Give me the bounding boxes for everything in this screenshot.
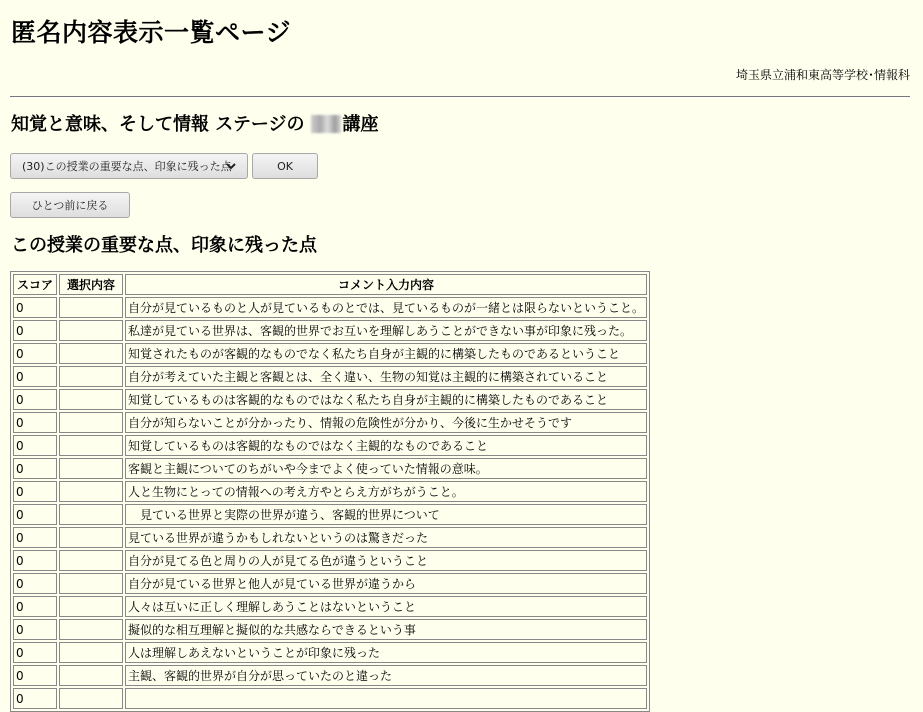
cell-score: 0 [13,665,57,686]
cell-comment: 自分が知らないことが分かったり、情報の危険性が分かり、今後に生かせそうです [125,412,647,433]
cell-comment: 主観、客観的世界が自分が思っていたのと違った [125,665,647,686]
section-title: この授業の重要な点、印象に残った点 [11,235,317,256]
table-row [13,527,647,548]
cell-score: 0 [13,596,57,617]
table-row [13,665,647,686]
table-row [13,619,647,640]
table-row [13,573,647,594]
school-name: 埼玉県立浦和東高等学校･情報科 [735,68,910,82]
cell-selection [59,550,123,571]
cell-score: 0 [13,389,57,410]
table-row [13,297,647,318]
cell-score: 0 [13,435,57,456]
course-title-prefix: 知覚と意味、そして情報 ステージの [11,114,305,135]
table-row [13,550,647,571]
table-row [13,366,647,387]
cell-selection [59,412,123,433]
table-row [13,343,647,364]
cell-comment: 自分が見ている世界と他人が見ている世界が違うから [125,573,647,594]
table-row [13,412,647,433]
table-header-row [13,274,647,295]
cell-comment [125,688,647,709]
cell-score: 0 [13,343,57,364]
chevron-down-icon [225,160,237,172]
page-title: 匿名内容表示一覧ページ [11,18,292,47]
table-row [13,435,647,456]
table-row [13,596,647,617]
comments-table [10,271,650,712]
header-divider [10,96,910,98]
comments-table-wrapper [10,271,650,712]
question-select[interactable] [10,153,248,179]
cell-selection [59,297,123,318]
cell-score: 0 [13,366,57,387]
cell-selection [59,665,123,686]
cell-score: 0 [13,320,57,341]
table-row [13,320,647,341]
cell-score: 0 [13,688,57,709]
cell-score: 0 [13,550,57,571]
cell-comment: 私達が見ている世界は、客観的世界でお互いを理解しあうことができない事が印象に残った。 [125,320,647,341]
cell-score: 0 [13,504,57,525]
cell-comment: 知覚されたものが客観的なものでなく私たち自身が主観的に構築したものであるということ [125,343,647,364]
header-comment: コメント入力内容 [125,274,647,295]
cell-comment: 自分が見ているものと人が見ているものとでは、見ているものが一緒とは限らないということ。 [125,297,647,318]
table-row [13,481,647,502]
cell-comment: 自分が考えていた主観と客観とは、全く違い、生物の知覚は主観的に構築されていること [125,366,647,387]
cell-score: 0 [13,573,57,594]
cell-score: 0 [13,297,57,318]
cell-comment: 擬似的な相互理解と擬似的な共感ならできるという事 [125,619,647,640]
cell-selection [59,343,123,364]
table-row [13,389,647,410]
table-row [13,642,647,663]
course-title-suffix: 講座 [342,114,379,135]
cell-score: 0 [13,412,57,433]
cell-score: 0 [13,458,57,479]
cell-score: 0 [13,619,57,640]
cell-comment: 知覚しているものは客観的なものではなく主観的なものであること [125,435,647,456]
cell-comment: 見ている世界と実際の世界が違う、客観的世界について [125,504,647,525]
cell-selection [59,435,123,456]
cell-selection [59,389,123,410]
ok-button[interactable]: OK [252,153,318,179]
table-row [13,688,647,709]
cell-comment: 客観と主観についてのちがいや今までよく使っていた情報の意味。 [125,458,647,479]
cell-selection [59,688,123,709]
cell-selection [59,481,123,502]
back-button[interactable]: ひとつ前に戻る [10,192,130,218]
cell-comment: 人は理解しあえないということが印象に残った [125,642,647,663]
cell-comment: 人々は互いに正しく理解しあうことはないということ [125,596,647,617]
redacted-name [311,115,341,133]
cell-comment: 見ている世界が違うかもしれないというのは驚きだった [125,527,647,548]
header-score: スコア [13,274,57,295]
cell-selection [59,619,123,640]
cell-selection [59,320,123,341]
cell-selection [59,504,123,525]
cell-selection [59,596,123,617]
cell-comment: 知覚しているものは客観的なものではなく私たち自身が主観的に構築したものであること [125,389,647,410]
cell-score: 0 [13,527,57,548]
cell-selection [59,458,123,479]
cell-selection [59,573,123,594]
cell-score: 0 [13,481,57,502]
header-selection: 選択内容 [59,274,123,295]
cell-selection [59,527,123,548]
table-row [13,504,647,525]
question-select-value: (30)この授業の重要な点、印象に残った点 [22,160,232,173]
course-title [11,113,379,137]
cell-comment: 人と生物にとっての情報への考え方やとらえ方がちがうこと。 [125,481,647,502]
table-body [13,297,647,709]
cell-selection [59,366,123,387]
cell-score: 0 [13,642,57,663]
table-row [13,458,647,479]
cell-comment: 自分が見てる色と周りの人が見てる色が違うということ [125,550,647,571]
cell-selection [59,642,123,663]
